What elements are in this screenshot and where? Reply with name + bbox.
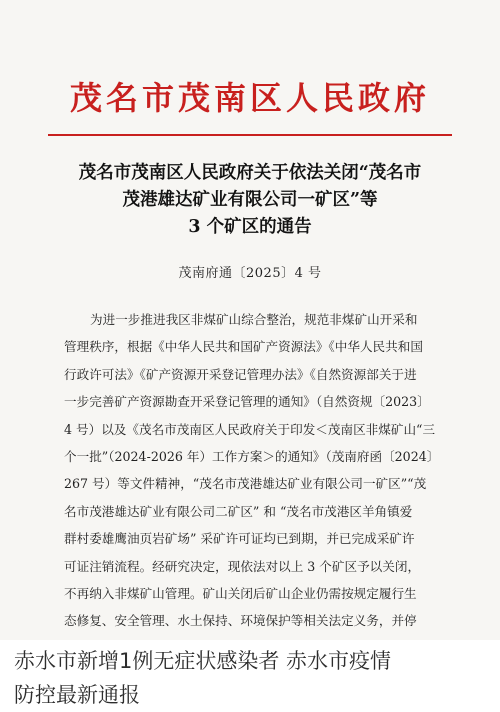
caption-line: 防控最新通报	[14, 683, 140, 707]
caption-text	[14, 644, 496, 712]
body-line: 不再纳入非煤矿山管理。矿山关闭后矿山企业仍需按规定履行生	[64, 586, 417, 602]
body-line: 名市茂港雄达矿业有限公司二矿区” 和 “茂名市茂港区羊角镇爱	[64, 503, 413, 519]
document-title	[50, 160, 450, 241]
title-line: 茂名市茂南区人民政府关于依法关闭“茂名市	[78, 163, 422, 183]
body-line: 管理秩序，根据《中华人民共和国矿产资源法》《中华人民共和国	[64, 339, 423, 355]
red-divider	[48, 134, 452, 136]
masthead: 茂名市茂南区人民政府	[69, 79, 430, 117]
body-line: 4 号）以及《茂名市茂南区人民政府关于印发＜茂南区非煤矿山“三	[64, 421, 436, 437]
title-line: 3 个矿区的通告	[188, 217, 312, 237]
body-line: 267 号）等文件精神，“茂名市茂港雄达矿业有限公司一矿区”“茂	[64, 476, 427, 492]
document-number: 茂南府通〔2025〕4 号	[178, 266, 322, 281]
body-line: 群村委雄鹰油页岩矿场” 采矿许可证均已到期，并已完成采矿许	[64, 531, 415, 547]
body-line: 行政许可法》《矿产资源开采登记管理办法》《自然资源部关于进	[64, 366, 417, 382]
body-line: 个一批”（2024-2026 年）工作方案＞的通知》（茂南府函〔2024〕	[64, 449, 440, 465]
body-line: 一步完善矿产资源勘查开采登记管理的通知》（自然资规〔2023〕	[64, 394, 430, 410]
body-line: 为进一步推进我区非煤矿山综合整治，规范非煤矿山开采和	[90, 312, 418, 327]
document-body	[64, 306, 462, 640]
caption-overlay	[0, 640, 500, 708]
body-line: 态修复、安全管理、水土保持、环境保护等相关法定义务，并停	[64, 613, 417, 629]
caption-line: 赤水市新增1例无症状感染者 赤水市疫情	[14, 649, 392, 673]
body-line: 可证注销流程。经研究决定，现依法对以上 3 个矿区予以关闭，	[64, 558, 421, 574]
title-line: 茂港雄达矿业有限公司一矿区”等	[122, 190, 378, 210]
